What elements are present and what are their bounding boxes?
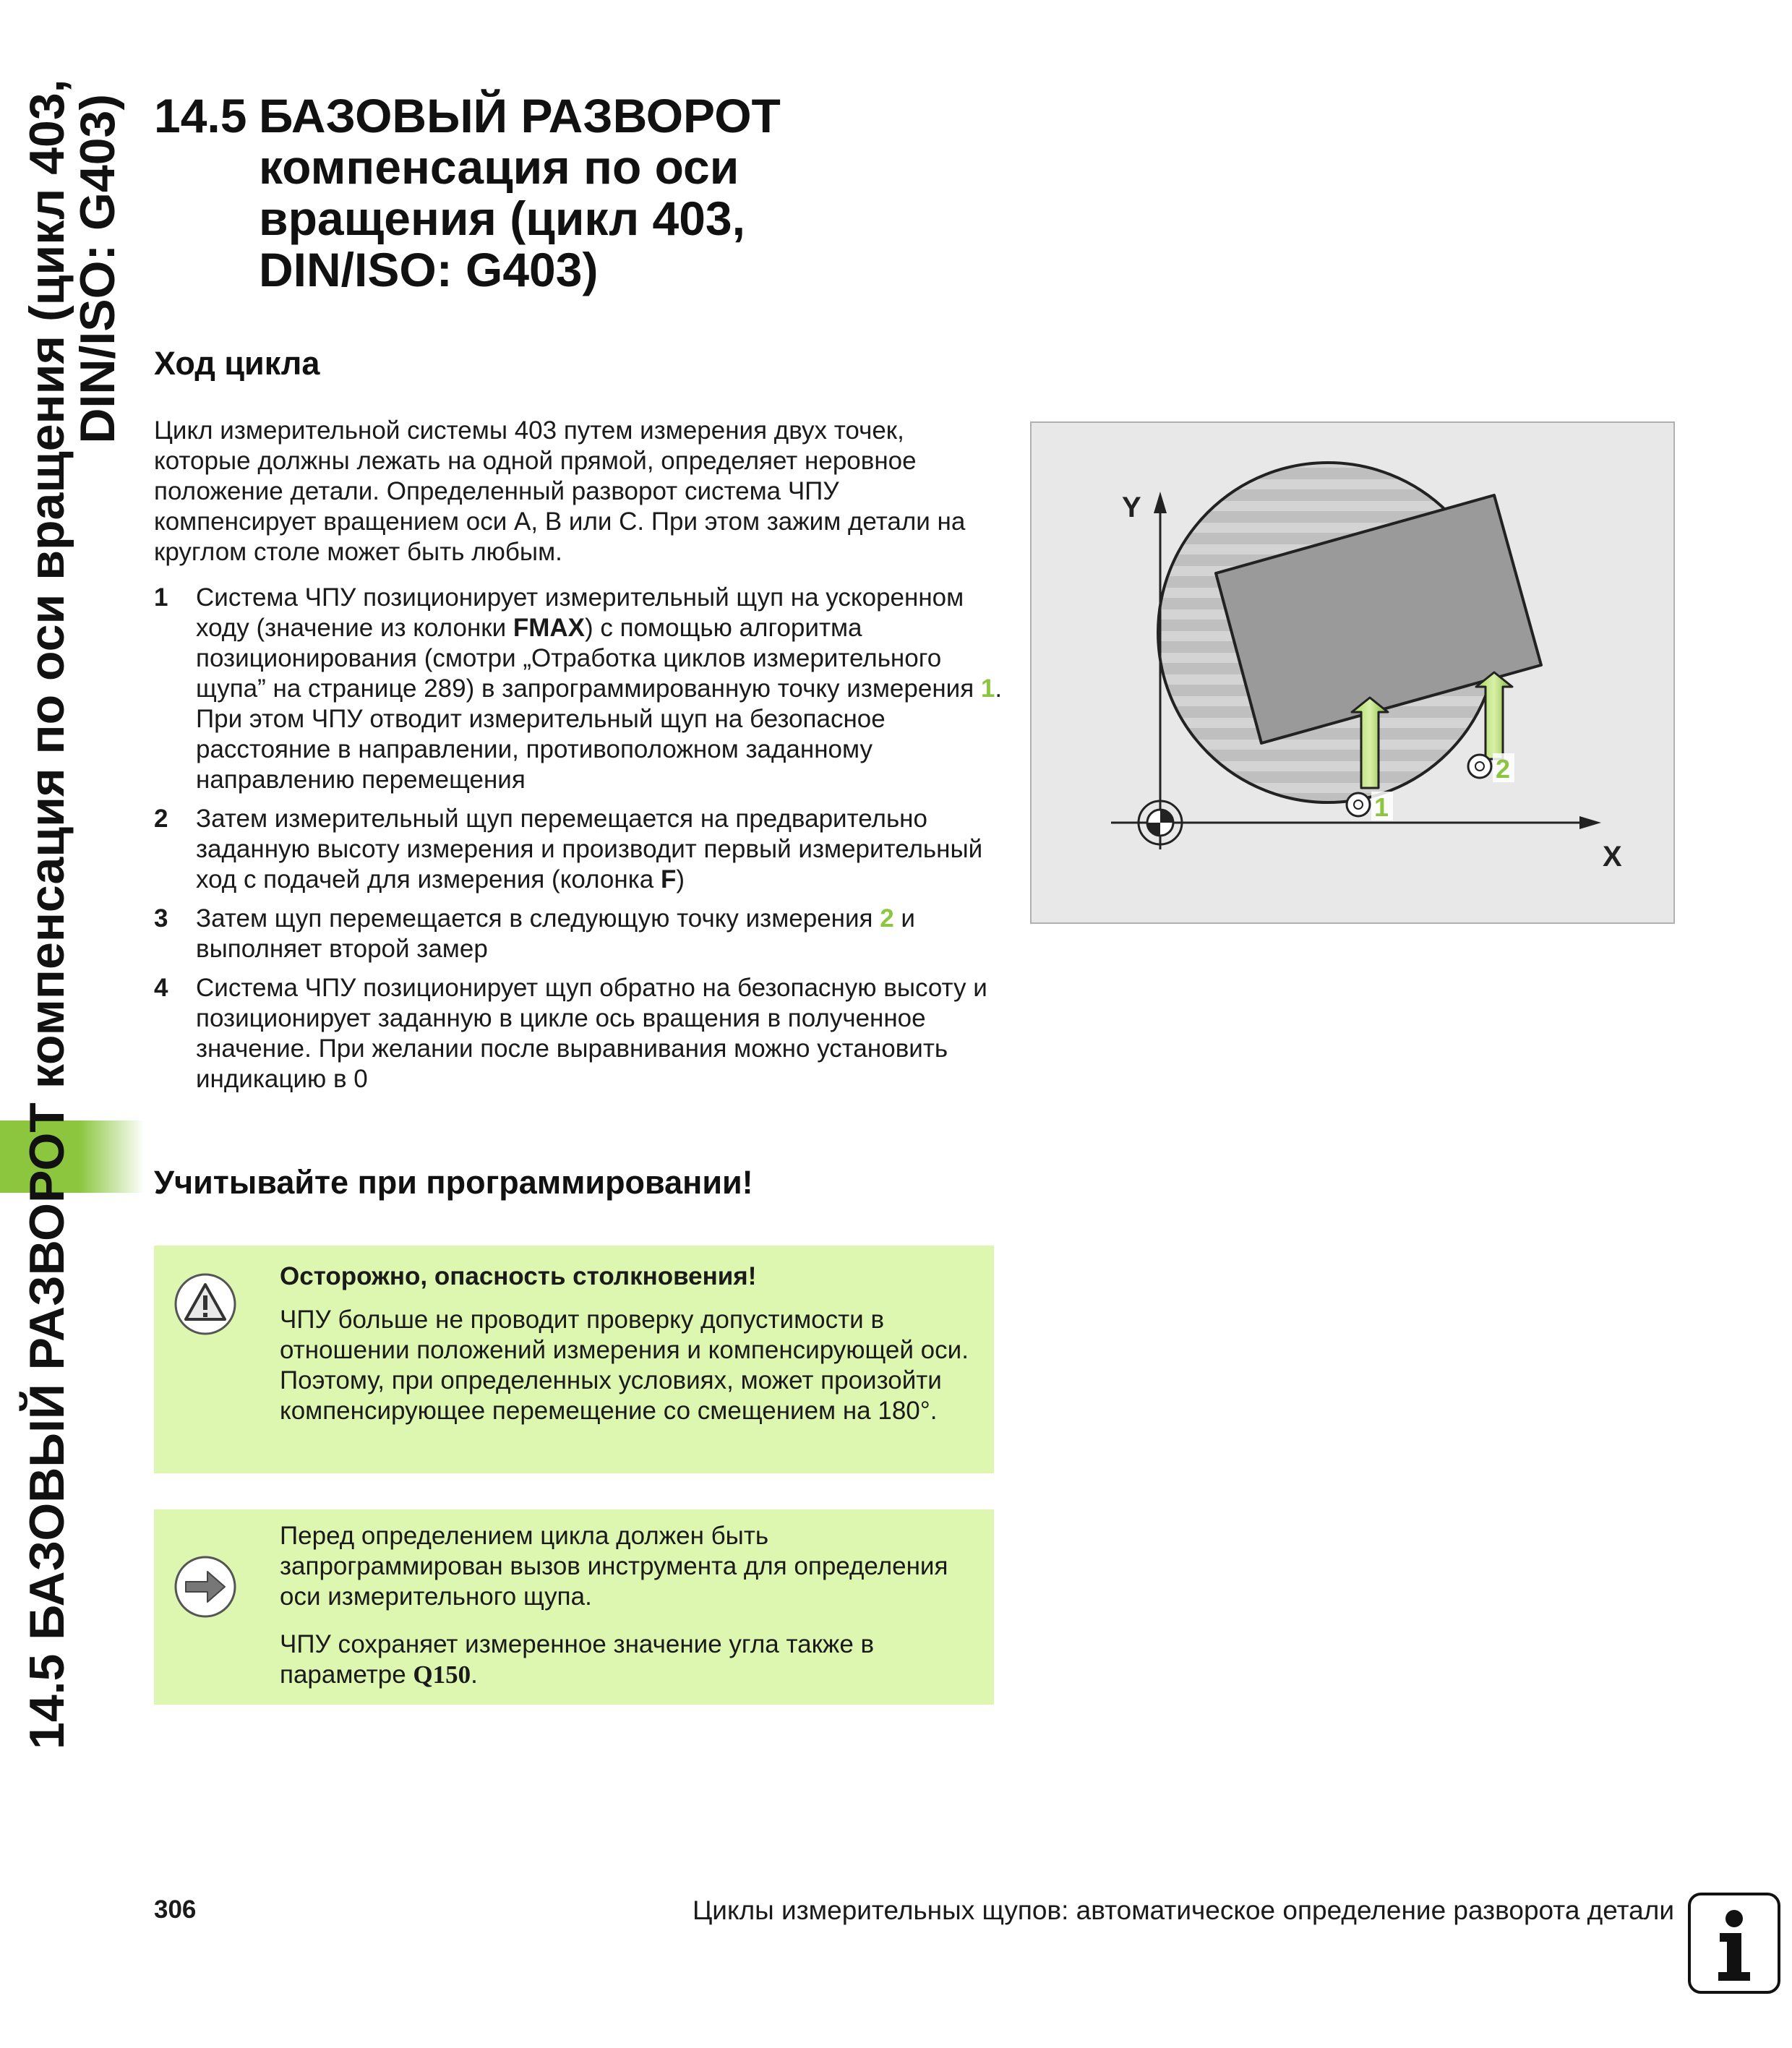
step-text: Затем измерительный щуп перемещается на предварительно заданную высоту измерения и производит первый измерительный ход с подачей для измерения (колонка [196, 805, 983, 894]
step-text: ) [676, 865, 685, 894]
info-icon[interactable] [1688, 1893, 1780, 1994]
note-box [154, 1509, 994, 1705]
step-text: ) с помощью алгоритма позиционирования (смотри „Отработка циклов измерительного щупа” на странице 289) в запрограммированную точку измерения [196, 614, 981, 703]
warning-box [154, 1246, 994, 1473]
step-bold: FMAX [513, 614, 586, 642]
note-text-2: ЧПУ сохраняет измеренное значение угла также в параметре Q150. [280, 1630, 875, 1689]
step-number: 2 [154, 805, 168, 833]
point-ref-highlight: 1 [980, 674, 995, 703]
step-number: 4 [154, 974, 168, 1002]
note-content [280, 1521, 972, 1708]
measure-point-2 [1468, 755, 1491, 778]
section-heading-programming: Учитывайте при программировании! [154, 1164, 753, 1201]
arrow-right-icon [173, 1554, 238, 1619]
step-text: Система ЧПУ позиционирует измерительный щуп на ускоренном ходу (значение из колонки [196, 583, 964, 642]
warning-content [280, 1261, 972, 1444]
step-text: Затем щуп перемещается в следующую точку измерения [196, 904, 880, 933]
y-axis-label: Y [1122, 492, 1141, 523]
point-ref-highlight: 2 [880, 904, 894, 933]
side-chapter-title [0, 0, 145, 1793]
step-text: Система ЧПУ позиционирует щуп обратно на безопасную высоту и позиционирует заданную в цикле ось вращения в полученное значение. При желании после выравнивания можно установить индикацию в 0 [196, 974, 987, 1093]
step-text: и выполняет второй замер [196, 904, 915, 963]
step-bold: F [661, 865, 677, 894]
section-number: 14.5 [154, 89, 247, 142]
side-title-line2: DIN/ISO: G403) [70, 94, 125, 444]
step-number: 3 [154, 904, 168, 933]
warning-text: ЧПУ больше не проводит проверку допустимости в отношении положений измерения и компенсирующей оси. Поэтому, при определенных условиях, может произойти компенсирующее перемещение со смещением на 180°. [280, 1306, 969, 1425]
section-heading-cycle: Ход цикла [154, 345, 320, 382]
point-1-label: 1 [1374, 792, 1389, 822]
page-number: 306 [154, 1895, 197, 1924]
point-2-label: 2 [1496, 754, 1511, 784]
footer-chapter-text: Циклы измерительных щупов: автоматическое определение разворота детали [692, 1895, 1674, 1925]
step-text: . При этом ЧПУ отводит измерительный щуп на безопасное расстояние в направлении, противоположном заданному направлению перемещения [196, 674, 1003, 794]
steps-list [154, 583, 1007, 1103]
parameter-q150: Q150 [413, 1661, 471, 1689]
warning-triangle-icon [173, 1272, 238, 1337]
list-item [154, 804, 1007, 895]
list-item [154, 904, 1007, 964]
rotary-table-figure [1030, 421, 1675, 924]
figure-diagram [1032, 423, 1673, 922]
section-title-text: БАЗОВЫЙ РАЗВОРОТ компенсация по оси вращения (цикл 403, DIN/ISO: G403) [259, 89, 781, 296]
side-title-text [20, 79, 125, 1749]
list-item [154, 583, 1007, 795]
probe-arrow-2 [1476, 672, 1512, 759]
side-title-line1: 14.5 БАЗОВЫЙ РАЗВОРОТ компенсация по оси вращения (цикл 403, [20, 79, 74, 1749]
x-axis-arrow [1579, 816, 1601, 829]
x-axis-label: X [1603, 841, 1622, 873]
intro-paragraph: Цикл измерительной системы 403 путем измерения двух точек, которые должны лежать на одной прямой, определяет неровное положение детали. Определенный разворот система ЧПУ компенсирует вращением оси A, B или C. При этом зажим детали на круглом столе может быть любым. [154, 416, 966, 566]
list-item [154, 973, 1007, 1094]
note-text-1: Перед определением цикла должен быть запрограммирован вызов инструмента для определения оси измерительного щупа. [280, 1522, 948, 1611]
step-number: 1 [154, 583, 168, 612]
page-title [154, 90, 781, 296]
y-axis-arrow [1154, 492, 1167, 513]
measure-point-1 [1347, 793, 1370, 816]
warning-heading: Осторожно, опасность столкновения! [280, 1262, 757, 1290]
